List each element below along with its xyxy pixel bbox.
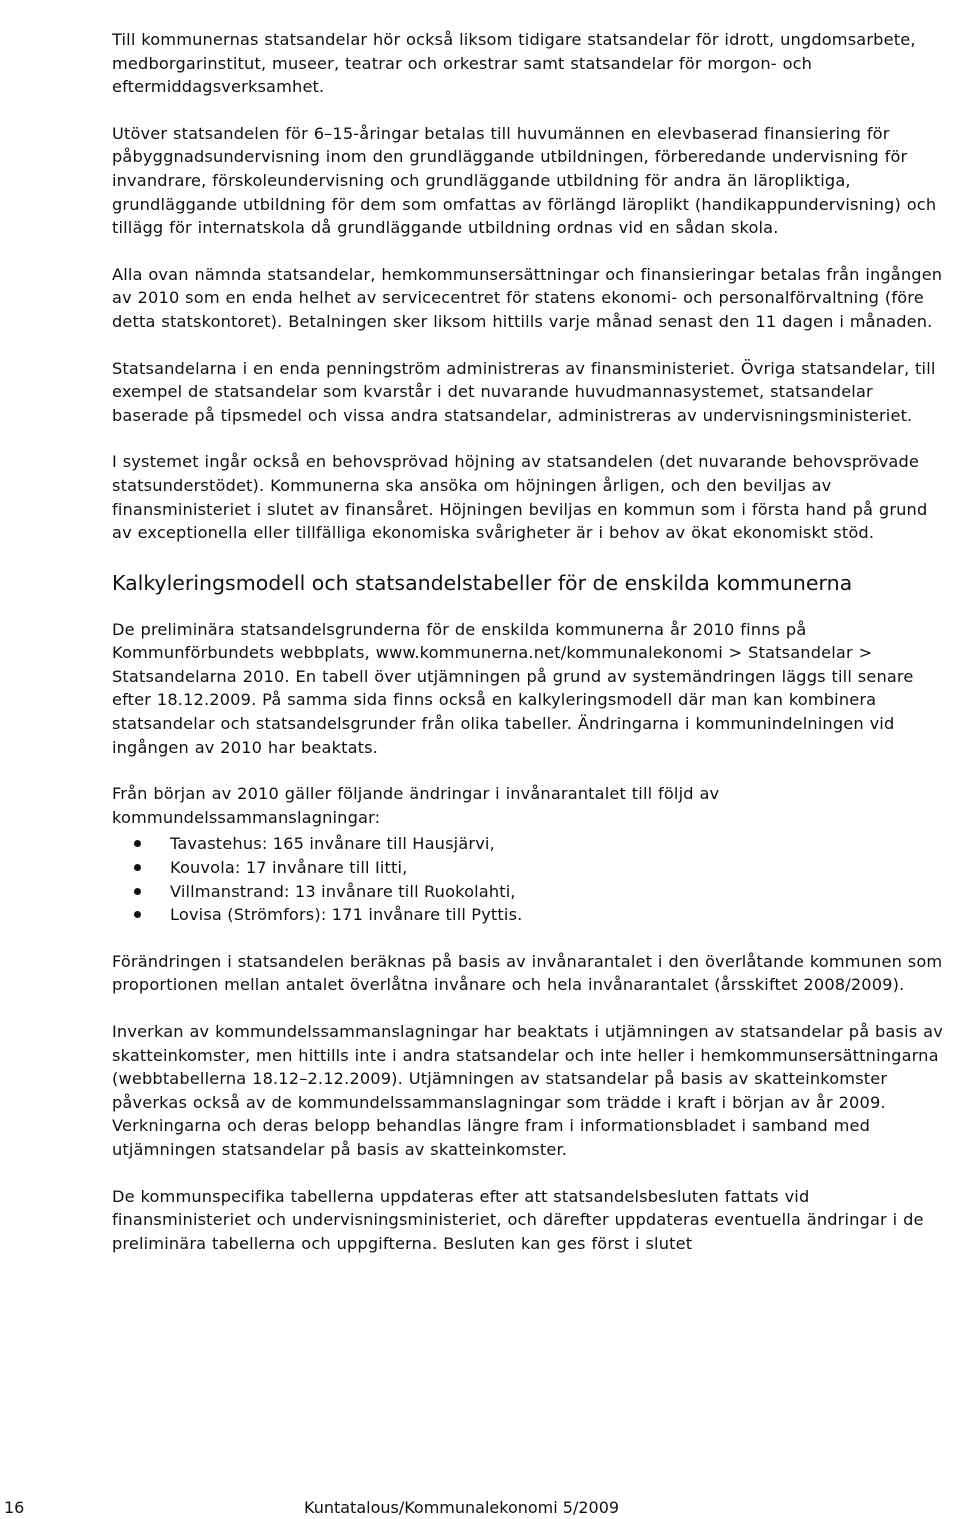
paragraph: Utöver statsandelen för 6–15-åringar betalas till huvumännen en elevbaserad finansiering för påbyggnadsundervisning inom den grundläggande utbildningen, förberedande undervisning för invandrare, förskoleundervisning och grundläggande utbildning för andra än läropliktiga, grundläggande utbildning för dem som omfattas av förlängd läroplikt (handikappundervisning) och tillägg för internatskola då grundläggande utbildning ordnas vid en sådan skola.: [112, 123, 937, 238]
list-item: [112, 880, 944, 904]
bullet-icon: [134, 864, 141, 871]
list-item-text: Lovisa (Strömfors): 171 invånare till Pyttis.: [170, 905, 523, 925]
paragraph: I systemet ingår också en behovsprövad höjning av statsandelen (det nuvarande behovsprövade statsunderstödet). Kommunerna ska ansöka om höjningen årligen, och den beviljas av finansministeriet i slutet av finansåret. Höjningen beviljas en kommun som i första hand på grund av exceptionella eller tillfälliga ekonomiska svårigheter är i behov av ökat ekonomiskt stöd.: [112, 452, 928, 543]
document-body: [112, 28, 944, 1278]
list-item: [112, 856, 944, 880]
page-number: 16: [4, 1498, 25, 1517]
list-item: [112, 903, 944, 927]
paragraph: Inverkan av kommundelssammanslagningar har beaktats i utjämningen av statsandelar på basis av skatteinkomster, men hittills inte i andra statsandelar och inte heller i hemkommunsersättningarna (webbtabellerna 18.12–2.12.2009). Utjämningen av statsandelar på basis av skatteinkomster påverkas också av de kommundelssammanslagningar som trädde i kraft i början av år 2009. Verkningarna och deras belopp behandlas längre fram i informationsbladet i samband med utjämningen statsandelar på basis av skatteinkomster.: [112, 1022, 943, 1159]
list-item: [112, 832, 944, 856]
bullet-icon: [134, 888, 141, 895]
list-item-text: Kouvola: 17 invånare till Iitti,: [170, 858, 408, 878]
publication-name: Kuntatalous/Kommunalekonomi 5/2009: [304, 1498, 620, 1517]
list-item-text: Tavastehus: 165 invånare till Hausjärvi,: [170, 834, 495, 854]
list-item-text: Villmanstrand: 13 invånare till Ruokolahti,: [170, 881, 516, 901]
bullet-icon: [134, 840, 141, 847]
paragraph: Till kommunernas statsandelar hör också liksom tidigare statsandelar för idrott, ungdomsarbete, medborgarinstitut, museer, teatrar och orkestrar samt statsandelar för morgon- och eftermiddagsverksamhet.: [112, 30, 916, 97]
paragraph: Alla ovan nämnda statsandelar, hemkommunsersättningar och finansieringar betalas från ingången av 2010 som en enda helhet av servicecentret för statens ekonomi- och personalförvaltning (före detta statskontoret). Betalningen sker liksom hittills varje månad senast den 11 dagen i månaden.: [112, 264, 943, 331]
paragraph: De kommunspecifika tabellerna uppdateras efter att statsandelsbesluten fattats vid finansministeriet och undervisningsministeriet, och därefter uppdateras eventuella ändringar i de preliminära tabellerna och uppgifterna. Besluten kan ges först i slutet: [112, 1186, 924, 1253]
bullet-icon: [134, 911, 141, 918]
paragraph: Från början av 2010 gäller följande ändringar i invånarantalet till följd av kommundelssammanslagningar:: [112, 784, 720, 827]
paragraph: Förändringen i statsandelen beräknas på basis av invånarantalet i den överlåtande kommunen som proportionen mellan antalet överlåtna invånare och hela invånarantalet (årsskiftet 2008/2009).: [112, 951, 943, 995]
paragraph: Statsandelarna i en enda penningström administreras av finansministeriet. Övriga statsandelar, till exempel de statsandelar som kvarstår i det nuvarande huvudmannasystemet, statsandelar baserade på tipsmedel och vissa andra statsandelar, administreras av undervisningsministeriet.: [112, 358, 936, 425]
paragraph: De preliminära statsandelsgrunderna för de enskilda kommunerna år 2010 finns på Kommunförbundets webbplats, www.kommunerna.net/kommunalekonomi > Statsandelar > Statsandelarna 2010. En tabell över utjämningen på grund av systemändringen läggs till senare efter 18.12.2009. På samma sida finns också en kalkyleringsmodell där man kan kombinera statsandelar och statsandelsgrunder från olika tabeller. Ändringarna i kommunindelningen vid ingången av 2010 har beaktats.: [112, 619, 914, 757]
bullet-list: [112, 832, 944, 926]
section-heading: Kalkyleringsmodell och statsandelstabeller för de enskilda kommunerna: [112, 570, 853, 595]
